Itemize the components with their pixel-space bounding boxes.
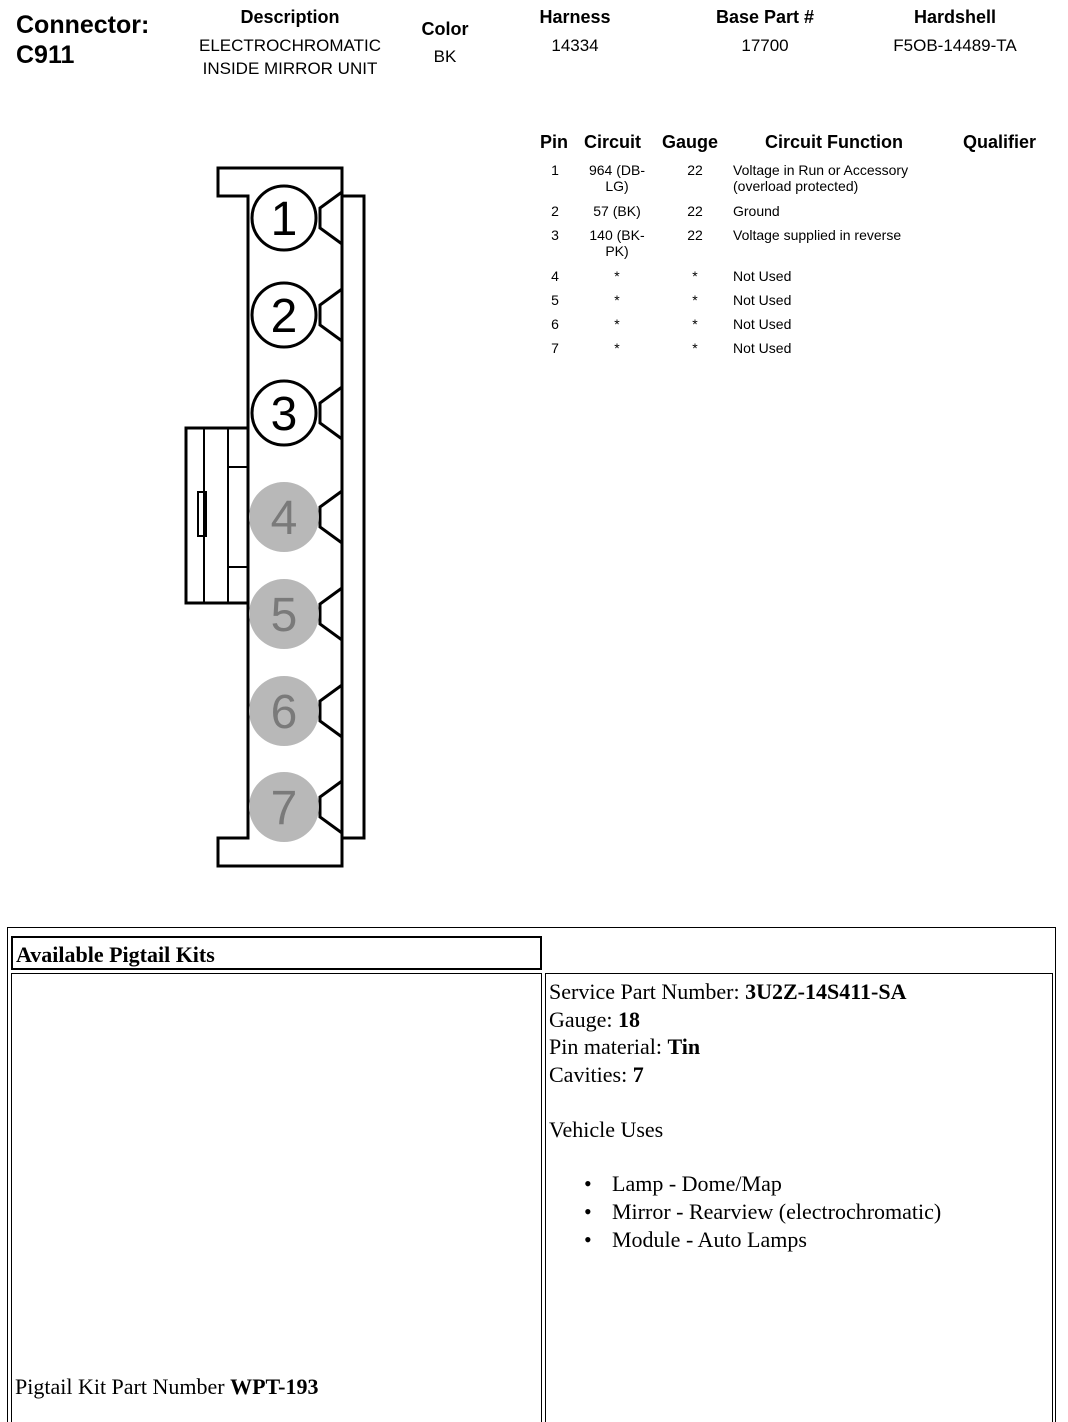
- base-part-column: [690, 6, 840, 57]
- pin-contact-spring: [320, 192, 342, 244]
- circuit-line: *: [614, 316, 620, 332]
- circuit-function-cell: [733, 292, 963, 308]
- connector-pin-4: [249, 482, 342, 552]
- circuit-function-cell: [733, 268, 963, 284]
- kit-gauge-value: 18: [618, 1007, 641, 1032]
- pin-label: 2: [270, 290, 298, 343]
- pin-number: 5: [551, 292, 559, 308]
- pin-label: 4: [270, 492, 298, 545]
- kit-part-value: WPT-193: [230, 1374, 319, 1399]
- description-line-2: INSIDE MIRROR UNIT: [202, 59, 378, 78]
- harness-label: Harness: [539, 7, 611, 27]
- circuit-function-header: Circuit Function: [765, 132, 903, 152]
- function-line: Voltage supplied in reverse: [733, 227, 902, 243]
- pin-number: 1: [551, 162, 559, 178]
- description-line-1: ELECTROCHROMATIC: [199, 36, 381, 55]
- base-part-value: 17700: [741, 36, 789, 55]
- circuit-cell: [583, 316, 651, 332]
- circuit-cell: [583, 268, 651, 284]
- circuit-line: 964 (DB-: [588, 162, 646, 178]
- gauge-value: 22: [687, 203, 703, 219]
- base-part-label: Base Part #: [715, 7, 815, 27]
- gauge-value: *: [692, 292, 698, 308]
- service-part-value: 3U2Z-14S411-SA: [745, 979, 907, 1004]
- pin-contact-spring: [320, 685, 342, 737]
- pin-contact-spring: [320, 387, 342, 439]
- function-line: Not Used: [733, 340, 792, 356]
- pigtail-kit-part-number: [15, 1374, 319, 1400]
- connector-id: C911: [16, 41, 75, 69]
- circuit-cell: [583, 227, 651, 259]
- hardshell-value: F5OB-14489-TA: [893, 36, 1017, 55]
- cavities-label: Cavities:: [549, 1062, 633, 1087]
- hardshell-column: [870, 6, 1040, 57]
- circuit-cell: [583, 203, 651, 219]
- circuit-line: 57 (BK): [593, 203, 641, 219]
- vehicle-use-item: • Module - Auto Lamps: [612, 1226, 941, 1254]
- function-line: Not Used: [733, 316, 792, 332]
- kit-part-label: Pigtail Kit Part Number: [15, 1374, 231, 1399]
- pigtail-image-cell: [11, 973, 542, 1422]
- circuit-cell: [583, 292, 651, 308]
- harness-column: [515, 6, 635, 57]
- pigtail-title: Available Pigtail Kits: [16, 942, 215, 967]
- circuit-line: *: [614, 268, 620, 284]
- circuit-line: PK): [605, 243, 629, 259]
- harness-value: 14334: [551, 36, 599, 55]
- pin-contact-spring: [320, 491, 342, 543]
- circuit-cell: [583, 340, 651, 356]
- circuit-line: LG): [605, 178, 629, 194]
- color-value: BK: [433, 47, 457, 66]
- circuit-function-cell: [733, 203, 963, 219]
- connector-side-latch: [186, 428, 248, 603]
- function-line: Voltage in Run or Accessory: [733, 162, 909, 178]
- service-part-number: [549, 978, 906, 1006]
- circuit-line: *: [614, 340, 620, 356]
- connector-pin-7: [249, 772, 342, 842]
- cavities: [549, 1061, 644, 1089]
- pigtail-title-cell: [11, 936, 542, 970]
- circuit-function-cell: [733, 227, 963, 243]
- pin-number: 4: [551, 268, 559, 284]
- gauge-value: *: [692, 316, 698, 332]
- circuit-header: Circuit: [584, 132, 642, 152]
- circuit-function-cell: [733, 340, 963, 356]
- pin-number: 6: [551, 316, 559, 332]
- connector-right-rail: [342, 196, 364, 838]
- color-column: [405, 18, 485, 68]
- pin-label: 6: [270, 686, 298, 739]
- pin-material-label: Pin material:: [549, 1034, 668, 1059]
- circuit-function-cell: [733, 316, 963, 332]
- pin-contact-spring: [320, 781, 342, 833]
- vehicle-use-item: • Lamp - Dome/Map: [612, 1170, 941, 1198]
- pin-number: 2: [551, 203, 559, 219]
- description-label: Description: [240, 7, 340, 27]
- connector-pin-1: [252, 186, 342, 250]
- pin-label: 5: [270, 589, 298, 642]
- kit-gauge: [549, 1006, 640, 1034]
- pin-header: Pin: [540, 132, 569, 152]
- connector-label: Connector:: [16, 11, 150, 39]
- vehicle-uses-label: Vehicle Uses: [549, 1117, 664, 1142]
- color-label: Color: [421, 19, 469, 39]
- gauge-value: 22: [687, 162, 703, 178]
- pin-label: 3: [270, 388, 298, 441]
- gauge-value: 22: [687, 227, 703, 243]
- connector-diagram: [0, 0, 400, 880]
- pin-number: 7: [551, 340, 559, 356]
- function-line: Not Used: [733, 268, 792, 284]
- service-part-label: Service Part Number:: [549, 979, 746, 1004]
- pigtail-details-cell: [545, 973, 1053, 1422]
- qualifier-header: Qualifier: [963, 132, 1037, 152]
- function-line: Not Used: [733, 292, 792, 308]
- pin-material-value: Tin: [667, 1034, 701, 1059]
- pin-number: 3: [551, 227, 559, 243]
- gauge-header: Gauge: [662, 132, 719, 152]
- vehicle-use-item: • Mirror - Rearview (electrochromatic): [612, 1198, 941, 1226]
- pin-material: [549, 1033, 700, 1061]
- connector-pin-6: [249, 676, 342, 746]
- cavities-value: 7: [632, 1062, 644, 1087]
- function-line: Ground: [733, 203, 780, 219]
- connector-pins: [249, 186, 342, 842]
- circuit-line: *: [614, 292, 620, 308]
- pin-contact-spring: [320, 289, 342, 341]
- circuit-cell: [583, 162, 651, 194]
- connector-pin-2: [252, 283, 342, 347]
- vehicle-uses-list: [612, 1170, 941, 1254]
- circuit-function-cell: [733, 162, 963, 194]
- pin-label: 7: [270, 782, 298, 835]
- connector-pin-5: [249, 579, 342, 649]
- hardshell-label: Hardshell: [913, 7, 997, 27]
- circuit-line: 140 (BK-: [589, 227, 645, 243]
- pin-label: 1: [270, 193, 298, 246]
- gauge-value: *: [692, 268, 698, 284]
- kit-gauge-label: Gauge:: [549, 1007, 619, 1032]
- pin-contact-spring: [320, 588, 342, 640]
- gauge-value: *: [692, 340, 698, 356]
- function-line: (overload protected): [733, 178, 859, 194]
- connector-pin-3: [252, 381, 342, 445]
